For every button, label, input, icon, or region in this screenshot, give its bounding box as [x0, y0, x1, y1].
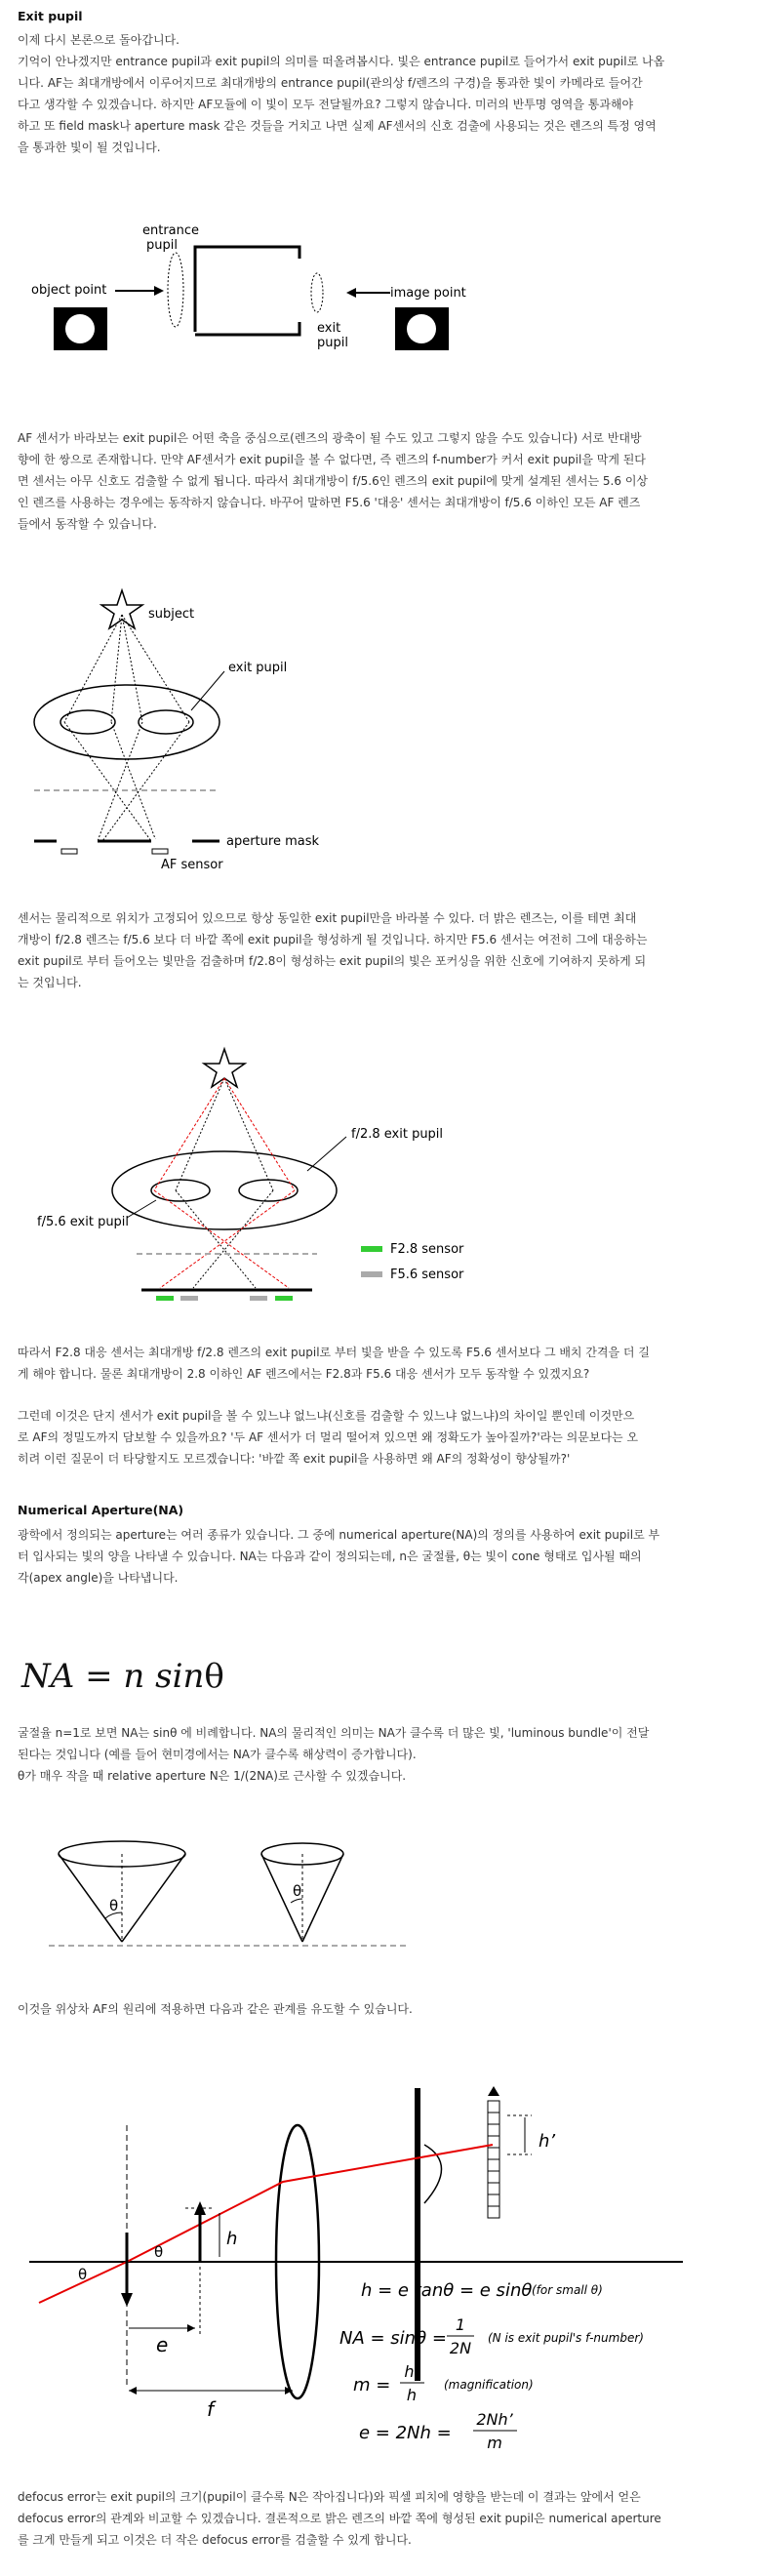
- f28-rays: [154, 1078, 295, 1288]
- f28-f56-diagram: [0, 1044, 758, 1308]
- text-line: 굴절율 n=1로 보면 NA는 sinθ 에 비례합니다. NA의 물리적인 의미는 NA가 클수록 더 많은 빛, 'luminous bundle'이 전달: [18, 1726, 650, 1740]
- paragraph-sensor-fixed: [18, 907, 744, 993]
- text-line: defocus error의 관계와 비교할 수 있겠습니다. 결론적으로 밝은 렌즈의 바깥 쪽에 형성된 exit pupil은 numerical aperture: [18, 2512, 661, 2525]
- text-line: 센서는 물리적으로 위치가 고정되어 있으므로 항상 동일한 exit pupil만을 바라볼 수 있다. 더 밝은 렌즈는, 이를 테면 최대: [18, 911, 637, 925]
- exit-pupil-label: pupil: [317, 336, 348, 350]
- h-prime-label: h’: [539, 2131, 556, 2152]
- formula-theta: θ: [204, 1657, 224, 1696]
- text-line: 게 해야 합니다. 물론 최대개방이 2.8 이하인 AF 렌즈에서는 F2.8과 F5.6 대응 센서가 모두 동작할 수 있겠지요?: [18, 1367, 590, 1381]
- theta-label-wide: θ: [109, 1897, 119, 1914]
- object-arrow-head: [121, 2293, 133, 2307]
- af-sensor-label: AF sensor: [161, 858, 223, 872]
- object-arrow-head: [154, 286, 164, 296]
- text-line: 각(apex angle)을 나타냅니다.: [18, 1571, 179, 1585]
- section-title-exit-pupil: Exit pupil: [18, 9, 83, 23]
- paragraph-conclusion: [18, 2486, 744, 2551]
- lens-body-top: [195, 247, 299, 332]
- entrance-pupil-label: entrance: [142, 223, 200, 238]
- eq3-num: h’: [404, 2362, 419, 2381]
- paragraph-question: [18, 1405, 744, 1469]
- f28-sensor-cell: [275, 1296, 293, 1301]
- section-title-numerical-aperture: Numerical Aperture(NA): [18, 1503, 184, 1517]
- formula-sin: sin: [144, 1657, 205, 1696]
- entrance-pupil-ellipse: [168, 253, 183, 327]
- entrance-pupil-label: pupil: [146, 238, 178, 253]
- cone-diagram: [0, 1834, 758, 1971]
- text-line: 개방이 f/2.8 렌즈는 f/5.6 보다 더 바깥 쪽에 exit pupil을 형성하게 될 것입니다. 하지만 F5.6 센서는 여전히 그에 대응하는: [18, 933, 648, 946]
- eq3-den: h: [406, 2386, 418, 2404]
- eq3-note: (magnification): [444, 2378, 534, 2392]
- pupil-diagram: [0, 220, 758, 366]
- f28-legend-label: F2.8 sensor: [390, 1242, 464, 1257]
- af-sensor-cell: [152, 849, 168, 854]
- eq2-note: (N is exit pupil's f-number): [488, 2331, 644, 2345]
- eq4-num: 2Nh’: [476, 2410, 513, 2429]
- theta-label-narrow: θ: [293, 1882, 302, 1900]
- paragraph-intro: [18, 29, 744, 158]
- f-label: f: [207, 2397, 215, 2421]
- red-ray: [39, 2145, 493, 2303]
- text-line: 이것을 위상차 AF의 원리에 적용하면 다음과 같은 관계를 유도할 수 있습니다.: [18, 2002, 413, 2016]
- h-label: h: [226, 2229, 238, 2249]
- eq4-den: m: [487, 2434, 502, 2452]
- f28-exit-pupil-label: f/2.8 exit pupil: [351, 1127, 444, 1142]
- aperture-mask-gap: [151, 839, 192, 844]
- exit-pupil-label: exit pupil: [228, 661, 288, 675]
- exit-pupil-left: [151, 1180, 210, 1201]
- exit-pupil-ellipse: [311, 273, 323, 312]
- f56-sensor-cell: [250, 1296, 267, 1301]
- text-line: 는 것입니다.: [18, 976, 82, 989]
- text-line: 기억이 안나겠지만 entrance pupil과 exit pupil의 의미를 떠올려봅시다. 빛은 entrance pupil로 들어가서 exit pupil로 나옵: [18, 55, 665, 68]
- text-line: exit pupil로 부터 들어오는 빛만을 검출하며 f/2.8이 형성하는 exit pupil의 빛은 포커싱을 위한 신호에 기여하지 못하게 되: [18, 954, 647, 968]
- f-dim-arrow: [129, 2387, 137, 2395]
- paragraph-f28-spacing: [18, 1342, 744, 1385]
- subject-star-icon: [101, 590, 142, 628]
- text-line: 하고 또 field mask나 aperture mask 같은 것들을 거치고 나면 실제 AF센서의 신호 검출에 사용되는 것은 렌즈의 특정 영역: [18, 119, 657, 133]
- f56-rays: [176, 1078, 273, 1288]
- eq2-den: 2N: [449, 2339, 472, 2357]
- aperture-mask-gap: [57, 839, 98, 844]
- text-line: 로 AF의 정밀도까지 담보할 수 있을까요? '두 AF 센서가 더 멀리 떨어져 있으면 왜 정확도가 높아질까?'라는 의문보다는 오: [18, 1430, 639, 1444]
- image-arrow-head: [346, 288, 356, 298]
- formula-equals: =: [74, 1657, 124, 1696]
- object-point-label: object point: [31, 283, 107, 298]
- f28-sensor-cell: [156, 1296, 174, 1301]
- eq1-note: (for small θ): [532, 2283, 603, 2297]
- f28-legend-swatch: [361, 1246, 382, 1252]
- formula-lhs: NA: [21, 1657, 75, 1696]
- f28-exit-pupil-leader: [307, 1137, 346, 1171]
- f56-sensor-cell: [180, 1296, 198, 1301]
- exit-pupil-right: [139, 710, 193, 734]
- text-line: 된다는 것입니다 (예를 들어 현미경에서는 NA가 클수록 해상력이 증가합니다).: [18, 1748, 417, 1761]
- exit-pupil-left: [60, 710, 115, 734]
- af-sensor-cell: [61, 849, 77, 854]
- e-label: e: [156, 2333, 169, 2356]
- text-line: 광학에서 정의되는 aperture는 여러 종류가 있습니다. 그 중에 numerical aperture(NA)의 정의를 사용하여 exit pupil로 부: [18, 1528, 660, 1542]
- na-formula: [21, 1657, 224, 1696]
- pixel-array-arrow: [488, 2086, 499, 2096]
- text-line: AF 센서가 바라보는 exit pupil은 어떤 축을 중심으로(렌즈의 광축이 될 수도 있고 그렇지 않을 수도 있습니다) 서로 반대방: [18, 431, 642, 445]
- eq2-num: 1: [455, 2315, 466, 2334]
- subject-label: subject: [148, 607, 195, 622]
- cone-narrow-side: [302, 1854, 343, 1942]
- eq1: h = e tanθ = e sinθ: [361, 2280, 533, 2301]
- text-line: 히려 이런 질문이 더 타당할지도 모르겠습니다: '바깥 쪽 exit pupil을 사용하면 왜 AF의 정확성이 향상될까?': [18, 1452, 571, 1466]
- text-line: 터 입사되는 빛의 양을 나타낼 수 있습니다. NA는 다음과 같이 정의되는데, n은 굴절률, θ는 빛이 cone 형태로 입사될 때의: [18, 1550, 642, 1563]
- light-rays: [64, 615, 189, 841]
- lens-outline: [34, 685, 219, 759]
- paragraph-af-sensor: [18, 427, 744, 535]
- paragraph-na-definition: [18, 1524, 744, 1589]
- eq3-lhs: m =: [353, 2375, 391, 2395]
- aperture-mask-label: aperture mask: [226, 834, 320, 849]
- text-line: θ가 매우 작을 때 relative aperture N은 1/(2NA)로 근사할 수 있겠습니다.: [18, 1769, 407, 1783]
- text-line: 그런데 이것은 단지 센서가 exit pupil을 볼 수 있느냐 없느냐(신호를 검출할 수 있느냐 없느냐)의 차이일 뿐인데 이것만으: [18, 1409, 635, 1423]
- text-line: 를 크게 만들게 되고 이것은 더 작은 defocus error를 검출할 수 있게 합니다.: [18, 2533, 412, 2547]
- image-point-label: image point: [390, 286, 466, 301]
- exit-pupil-label: exit: [317, 321, 341, 336]
- f56-legend-label: F5.6 sensor: [390, 1268, 464, 1282]
- eq2-lhs: NA = sinθ =: [339, 2328, 447, 2349]
- text-line: 따라서 F2.8 대응 센서는 최대개방 f/2.8 렌즈의 exit pupil로 부터 빛을 받을 수 있도록 F5.6 센서보다 그 배치 간격을 더 길: [18, 1346, 650, 1359]
- text-line: defocus error는 exit pupil의 크기(pupil이 클수록 N은 작아집니다)와 픽셀 피치에 영향을 받는데 이 결과는 앞에서 얻은: [18, 2490, 641, 2504]
- defocus-diagram: [0, 2067, 758, 2457]
- f56-legend-swatch: [361, 1271, 382, 1277]
- text-line: 향에 한 쌍으로 존재합니다. 만약 AF센서가 exit pupil을 볼 수 없다면, 즉 렌즈의 f-number가 커서 exit pupil을 막게 된다: [18, 453, 646, 466]
- lens-outline: [112, 1151, 337, 1229]
- lens-body-bottom: [195, 322, 299, 335]
- text-line: 들에서 동작할 수 있습니다.: [18, 517, 157, 531]
- text-line: 면 센서는 아무 신호도 검출할 수 없게 됩니다. 따라서 최대개방이 f/5.6인 렌즈의 exit pupil에 맞게 설계된 센서는 5.6 이상: [18, 474, 649, 488]
- equations: [339, 2280, 644, 2452]
- paragraph-na-meaning: [18, 1722, 744, 1787]
- text-line: 니다. AF는 최대개방에서 이루어지므로 최대개방의 entrance pupil(관의상 f/렌즈의 구경)을 통과한 빛이 카메라로 들어간: [18, 76, 643, 90]
- text-line: 인 렌즈를 사용하는 경우에는 동작하지 않습니다. 바꾸어 말하면 F5.6 '대응' 센서는 최대개방이 f/5.6 이하인 모든 AF 렌즈: [18, 496, 641, 509]
- theta-label-b: θ: [154, 2243, 164, 2261]
- af-sensor-diagram: [0, 585, 758, 878]
- object-point-circle: [65, 314, 95, 343]
- text-line: 이제 다시 본론으로 돌아갑니다.: [18, 33, 180, 47]
- theta-label-a: θ: [78, 2266, 88, 2283]
- subject-star-icon: [204, 1049, 245, 1087]
- e-dim-arrow: [187, 2324, 195, 2332]
- pixel-array: [488, 2101, 499, 2218]
- image-point-circle: [407, 314, 436, 343]
- exit-pupil-right: [239, 1180, 298, 1201]
- text-line: 다고 생각할 수 있겠습니다. 하지만 AF모듈에 이 빛이 모두 전달될까요? 그렇지 않습니다. 미러의 반투명 영역을 통과해야: [18, 98, 634, 111]
- eq4-lhs: e = 2Nh =: [359, 2423, 452, 2443]
- f56-exit-pupil-label: f/5.6 exit pupil: [37, 1215, 130, 1229]
- formula-n: n: [123, 1657, 145, 1696]
- paragraph-phase-af: [18, 1998, 744, 2020]
- f56-exit-pupil-leader: [127, 1200, 156, 1218]
- text-line: 을 통과한 빛이 될 것입니다.: [18, 141, 161, 154]
